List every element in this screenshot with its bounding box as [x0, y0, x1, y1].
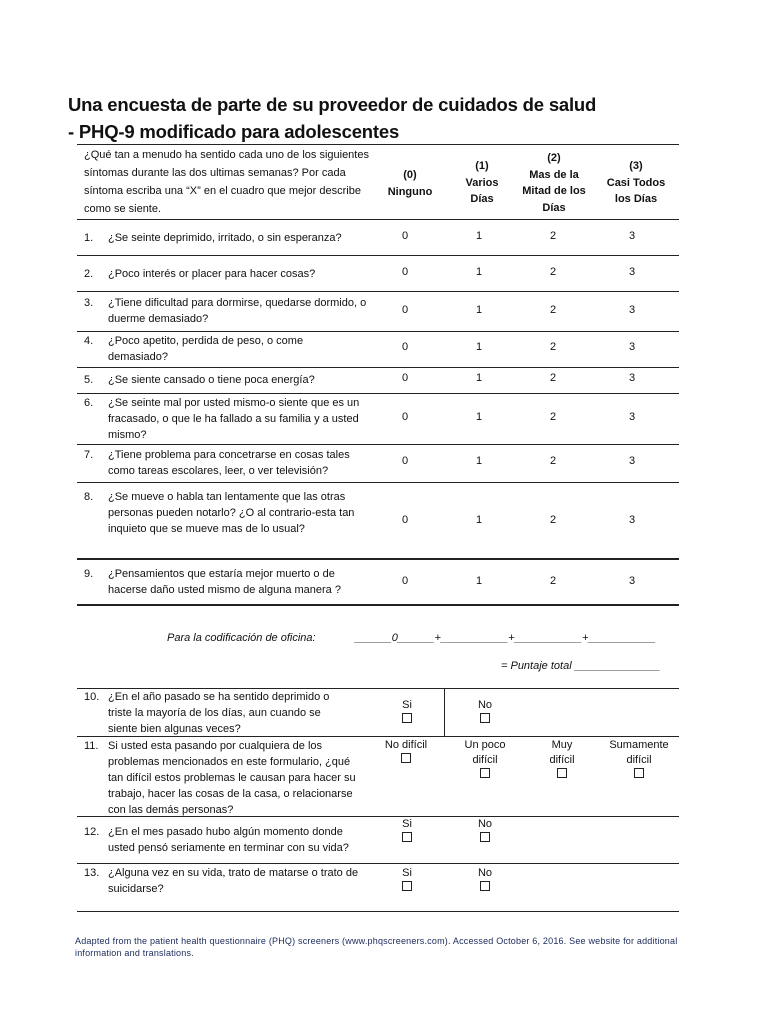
question-number: 7. — [84, 449, 94, 461]
column-header-1: (1) Varios Días — [465, 160, 499, 205]
option-no-dificil[interactable]: No difícil — [378, 738, 434, 768]
question-number: 9. — [84, 568, 94, 580]
row-divider — [77, 558, 679, 560]
score-3[interactable]: 3 — [628, 266, 636, 278]
score-3[interactable]: 3 — [628, 455, 636, 467]
option-si[interactable]: Si — [387, 817, 427, 847]
column-header-2: (2) Mas de la Mitad de los Días — [522, 152, 586, 214]
score-0[interactable]: 0 — [401, 341, 409, 353]
score-1[interactable]: 1 — [475, 372, 483, 384]
score-0[interactable]: 0 — [401, 266, 409, 278]
row-divider — [77, 367, 679, 368]
score-1[interactable]: 1 — [475, 575, 483, 587]
option-sumamente-dificil[interactable]: Sumamente difícil — [603, 738, 675, 783]
score-3[interactable]: 3 — [628, 304, 636, 316]
checkbox[interactable] — [480, 713, 490, 723]
row-divider — [77, 863, 679, 864]
score-0[interactable]: 0 — [401, 230, 409, 242]
score-1[interactable]: 1 — [475, 411, 483, 423]
question-text: ¿Se seinte deprimido, irritado, o sin esperanza? — [108, 232, 342, 244]
score-3[interactable]: 3 — [628, 341, 636, 353]
score-1[interactable]: 1 — [475, 341, 483, 353]
question-number: 2. — [84, 268, 94, 280]
score-3[interactable]: 3 — [628, 514, 636, 526]
checkbox[interactable] — [634, 768, 644, 778]
table-bottom-border — [77, 604, 679, 606]
option-no[interactable]: No — [465, 817, 505, 847]
row-divider — [77, 291, 679, 292]
score-0[interactable]: 0 — [401, 304, 409, 316]
question-text: ¿En el mes pasado hubo algún momento donde usted pensó seriamente en terminar con su vida? — [108, 826, 349, 854]
score-3[interactable]: 3 — [628, 230, 636, 242]
score-2[interactable]: 2 — [549, 411, 557, 423]
question-number: 4. — [84, 335, 94, 347]
row-divider — [77, 482, 679, 483]
column-divider — [444, 688, 445, 737]
question-text: ¿Tiene problema para concetrarse en cosas tales como tareas escolares, leer, o ver televisión? — [108, 449, 350, 477]
checkbox[interactable] — [402, 832, 412, 842]
score-1[interactable]: 1 — [475, 304, 483, 316]
checkbox[interactable] — [480, 881, 490, 891]
score-0[interactable]: 0 — [401, 411, 409, 423]
score-2[interactable]: 2 — [549, 230, 557, 242]
score-2[interactable]: 2 — [549, 341, 557, 353]
score-3[interactable]: 3 — [628, 411, 636, 423]
score-2[interactable]: 2 — [549, 575, 557, 587]
score-2[interactable]: 2 — [549, 266, 557, 278]
row-divider — [77, 331, 679, 332]
option-muy-dificil[interactable]: Muy difícil — [535, 738, 589, 783]
question-text: ¿Tiene dificultad para dormirse, quedarse dormido, o duerme demasiado? — [108, 297, 367, 325]
question-number: 13. — [84, 867, 100, 879]
office-coding-label: Para la codificación de oficina: — [167, 632, 316, 644]
office-coding-blanks[interactable]: ______0______+___________+___________+___________ — [355, 632, 656, 644]
score-2[interactable]: 2 — [549, 514, 557, 526]
question-number: 11. — [84, 740, 99, 752]
row-divider — [77, 444, 679, 445]
checkbox[interactable] — [402, 713, 412, 723]
option-si[interactable]: Si — [387, 698, 427, 728]
score-3[interactable]: 3 — [628, 575, 636, 587]
option-si[interactable]: Si — [387, 866, 427, 896]
table2-bottom-border — [77, 911, 679, 912]
question-number: 12. — [84, 826, 100, 838]
question-text: ¿Se mueve o habla tan lentamente que las otras personas pueden notarlo? ¿O al contrario-esta tan inquieto que se mueve mas de lo usual? — [108, 491, 355, 535]
question-number: 8. — [84, 491, 94, 503]
question-text: ¿Poco apetito, perdida de peso, o come demasiado? — [108, 335, 304, 363]
table-top-border — [77, 144, 679, 145]
question-text: ¿Pensamientos que estaría mejor muerto o de hacerse daño usted mismo de alguna manera ? — [108, 568, 341, 596]
score-1[interactable]: 1 — [475, 266, 483, 278]
checkbox[interactable] — [401, 753, 411, 763]
score-1[interactable]: 1 — [475, 514, 483, 526]
score-0[interactable]: 0 — [401, 372, 409, 384]
option-un-poco-dificil[interactable]: Un poco difícil — [456, 738, 514, 783]
score-0[interactable]: 0 — [401, 514, 409, 526]
column-header-3: (3) Casi Todos los Días — [606, 160, 666, 205]
score-0[interactable]: 0 — [401, 575, 409, 587]
question-number: 3. — [84, 297, 94, 309]
row-divider — [77, 393, 679, 394]
form-title-line1: Una encuesta de parte de su proveedor de cuidados de salud — [68, 94, 597, 115]
score-0[interactable]: 0 — [401, 455, 409, 467]
form-title-line2: - PHQ-9 modificado para adolescentes — [68, 121, 400, 142]
question-text: ¿Se siente cansado o tiene poca energía? — [108, 374, 315, 386]
score-3[interactable]: 3 — [628, 372, 636, 384]
score-2[interactable]: 2 — [549, 455, 557, 467]
checkbox[interactable] — [557, 768, 567, 778]
checkbox[interactable] — [402, 881, 412, 891]
column-header-0: (0) Ninguno — [387, 169, 433, 198]
question-text: Si usted esta pasando por cualquiera de los problemas mencionados en este formulario, ¿qué tan difícil estos problemas le causan para hacer su trabajo, hacer las cosas de la casa, o relacionarse con las demás personas? — [108, 740, 356, 816]
question-text: ¿En el año pasado se ha sentido deprimido o triste la mayoría de los días, aun cuando se siente bien algunas veces? — [108, 691, 330, 735]
header-question: ¿Qué tan a menudo ha sentido cada uno de los siguientes síntomas durante las dos ultimas semanas? Por cada síntoma escriba una “X” en el cuadro que mejor describe como se siente. — [84, 149, 369, 215]
row-divider — [77, 255, 679, 256]
footer-citation: Adapted from the patient health questionnaire (PHQ) screeners (www.phqscreeners.com). Accessed October 6, 2016. See website for additional information and translations. — [75, 936, 678, 958]
score-2[interactable]: 2 — [549, 372, 557, 384]
question-number: 1. — [84, 232, 94, 244]
score-2[interactable]: 2 — [549, 304, 557, 316]
option-no[interactable]: No — [465, 866, 505, 896]
question-text: ¿Alguna vez en su vida, trato de matarse o trato de suicidarse? — [108, 867, 359, 895]
total-score-field[interactable]: = Puntaje total ______________ — [501, 660, 661, 672]
question-text: ¿Se seinte mal por usted mismo-o siente que es un fracasado, o que le ha fallado a su familia y a usted mismo? — [108, 397, 360, 441]
checkbox[interactable] — [480, 832, 490, 842]
question-number: 10. — [84, 691, 100, 703]
question-number: 5. — [84, 374, 94, 386]
header-bottom-border — [77, 219, 679, 220]
score-1[interactable]: 1 — [475, 455, 483, 467]
question-number: 6. — [84, 397, 94, 409]
checkbox[interactable] — [480, 768, 490, 778]
score-1[interactable]: 1 — [475, 230, 483, 242]
option-no[interactable]: No — [465, 698, 505, 728]
question-text: ¿Poco interés or placer para hacer cosas? — [108, 268, 316, 280]
